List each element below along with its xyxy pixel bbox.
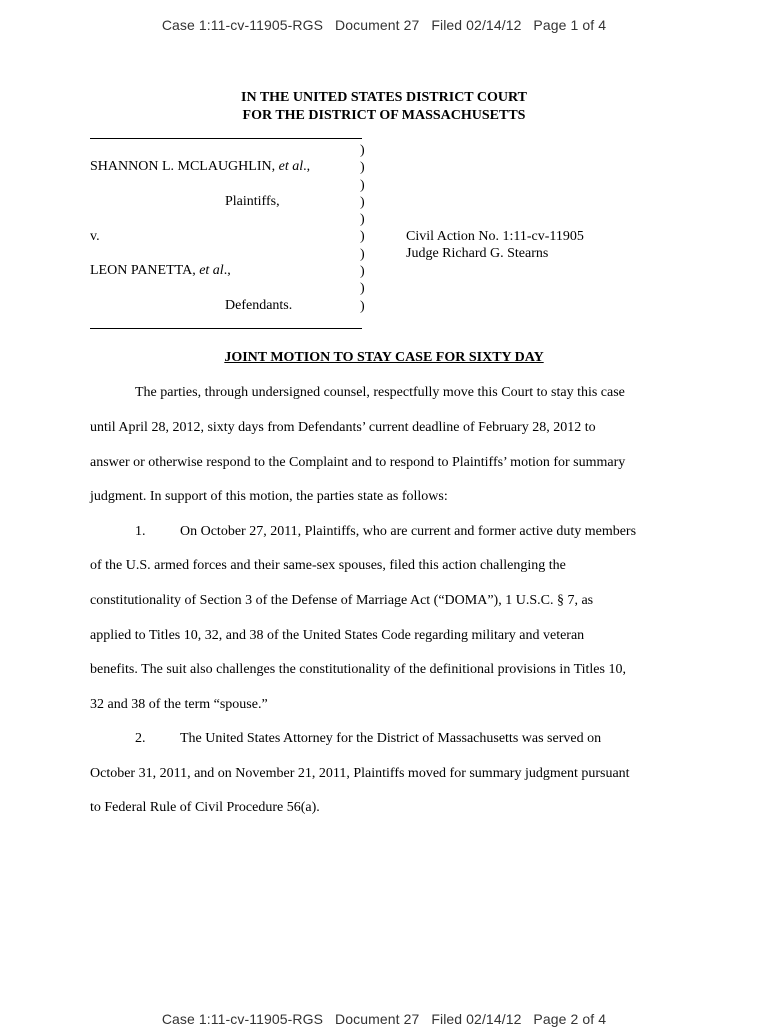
paren: ) [360, 212, 365, 228]
paragraph-number: 1. [135, 524, 146, 539]
body-line: 32 and 38 of the term “spouse.” [90, 697, 268, 712]
plaintiff-name-text: SHANNON L. MCLAUGHLIN, [90, 159, 279, 174]
defendant-name [90, 263, 231, 279]
body-line: applied to Titles 10, 32, and 38 of the United States Code regarding military and veteran [90, 628, 585, 643]
civil-action-number: Civil Action No. 1:11-cv-11905 [406, 229, 584, 244]
paren: ) [360, 160, 365, 176]
paren: ) [360, 298, 365, 314]
body-line: On October 27, 2011, Plaintiffs, who are current and former active duty members [180, 524, 637, 539]
paren: ) [360, 246, 365, 262]
paren: ) [360, 194, 365, 210]
body-line: of the U.S. armed forces and their same-sex spouses, filed this action challenging the [90, 558, 566, 573]
body-line: October 31, 2011, and on November 21, 2011, Plaintiffs moved for summary judgment pursuant [90, 766, 630, 781]
body-line: judgment. In support of this motion, the parties state as follows: [90, 489, 448, 504]
defendant-suffix: ., [223, 263, 231, 278]
body-line: The parties, through undersigned counsel, respectfully move this Court to stay this case [135, 385, 625, 400]
caption-parentheses [360, 142, 365, 315]
paren: ) [360, 177, 365, 193]
caption-bottom-rule [90, 328, 362, 329]
next-page-header: Case 1:11-cv-11905-RGS Document 27 Filed 02/14/12 Page 2 of 4 [161, 1011, 607, 1027]
plaintiff-suffix: ., [303, 159, 311, 174]
paren: ) [360, 229, 365, 245]
body-line: The United States Attorney for the District of Massachusetts was served on [180, 731, 602, 746]
defendant-etal: et al [199, 263, 224, 278]
body-line: answer or otherwise respond to the Complaint and to respond to Plaintiffs’ motion for summary [90, 455, 626, 470]
court-name-line1: IN THE UNITED STATES DISTRICT COURT [241, 90, 527, 105]
paren: ) [360, 281, 365, 297]
caption-top-rule [90, 138, 362, 139]
defendants-label: Defendants. [225, 298, 293, 313]
paragraph-number: 2. [135, 731, 146, 746]
plaintiff-etal: et al [278, 159, 304, 174]
plaintiffs-label: Plaintiffs, [225, 194, 280, 209]
paren: ) [360, 143, 365, 158]
judge-name: Judge Richard G. Stearns [406, 246, 549, 261]
body-line: to Federal Rule of Civil Procedure 56(a). [90, 800, 320, 815]
body-line: until April 28, 2012, sixty days from Defendants’ current deadline of February 28, 2012 to [90, 420, 596, 435]
body-line: benefits. The suit also challenges the constitutionality of the definitional provisions in Titles 10, [90, 662, 626, 677]
court-name-line2: FOR THE DISTRICT OF MASSACHUSETTS [242, 108, 526, 123]
motion-title: JOINT MOTION TO STAY CASE FOR SIXTY DAY [224, 350, 544, 365]
plaintiff-name [90, 159, 310, 175]
paren: ) [360, 264, 365, 280]
body-line: constitutionality of Section 3 of the Defense of Marriage Act (“DOMA”), 1 U.S.C. § 7, as [90, 593, 594, 608]
defendant-name-text: LEON PANETTA, [90, 263, 200, 278]
page-header: Case 1:11-cv-11905-RGS Document 27 Filed 02/14/12 Page 1 of 4 [161, 17, 607, 33]
versus: v. [90, 229, 100, 244]
